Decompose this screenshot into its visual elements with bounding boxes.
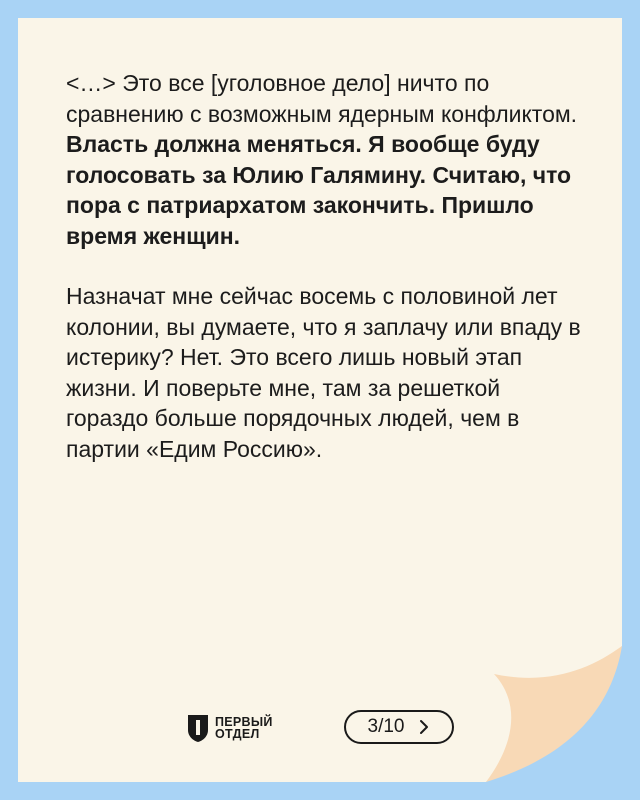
paragraph-1-regular: <…> Это все [уголовное дело] ничто по сравнению с возможным ядерным конфликтом.	[66, 70, 578, 127]
page-indicator[interactable]	[344, 710, 454, 744]
paragraph-1-bold: Власть должна меняться. Я вообще буду голосовать за Юлию Галямину. Считаю, что пора с патриархатом закончить. Пришло время женщин.	[66, 131, 572, 249]
paragraph-1	[66, 68, 586, 251]
paper-card	[18, 18, 622, 782]
paragraph-2-regular: Назначат мне сейчас восемь с половиной лет колонии, вы думаете, что я заплачу или впаду в истерику? Нет. Это всего лишь новый этап жизни. И поверьте мне, там за решеткой гораздо больше порядочных людей, чем в партии «Едим Россию».	[66, 283, 581, 462]
brand-line-1: ПЕРВЫЙ	[215, 715, 273, 729]
paragraph-2	[66, 281, 586, 464]
footer	[18, 710, 622, 760]
brand-logo	[186, 710, 273, 746]
page-counter: 3/10	[367, 716, 405, 737]
chevron-right-icon[interactable]	[418, 719, 430, 735]
brand-name	[215, 716, 273, 740]
brand-line-2: ОТДЕЛ	[215, 727, 260, 741]
shield-logo-icon	[186, 713, 210, 743]
quote-text	[66, 68, 586, 494]
